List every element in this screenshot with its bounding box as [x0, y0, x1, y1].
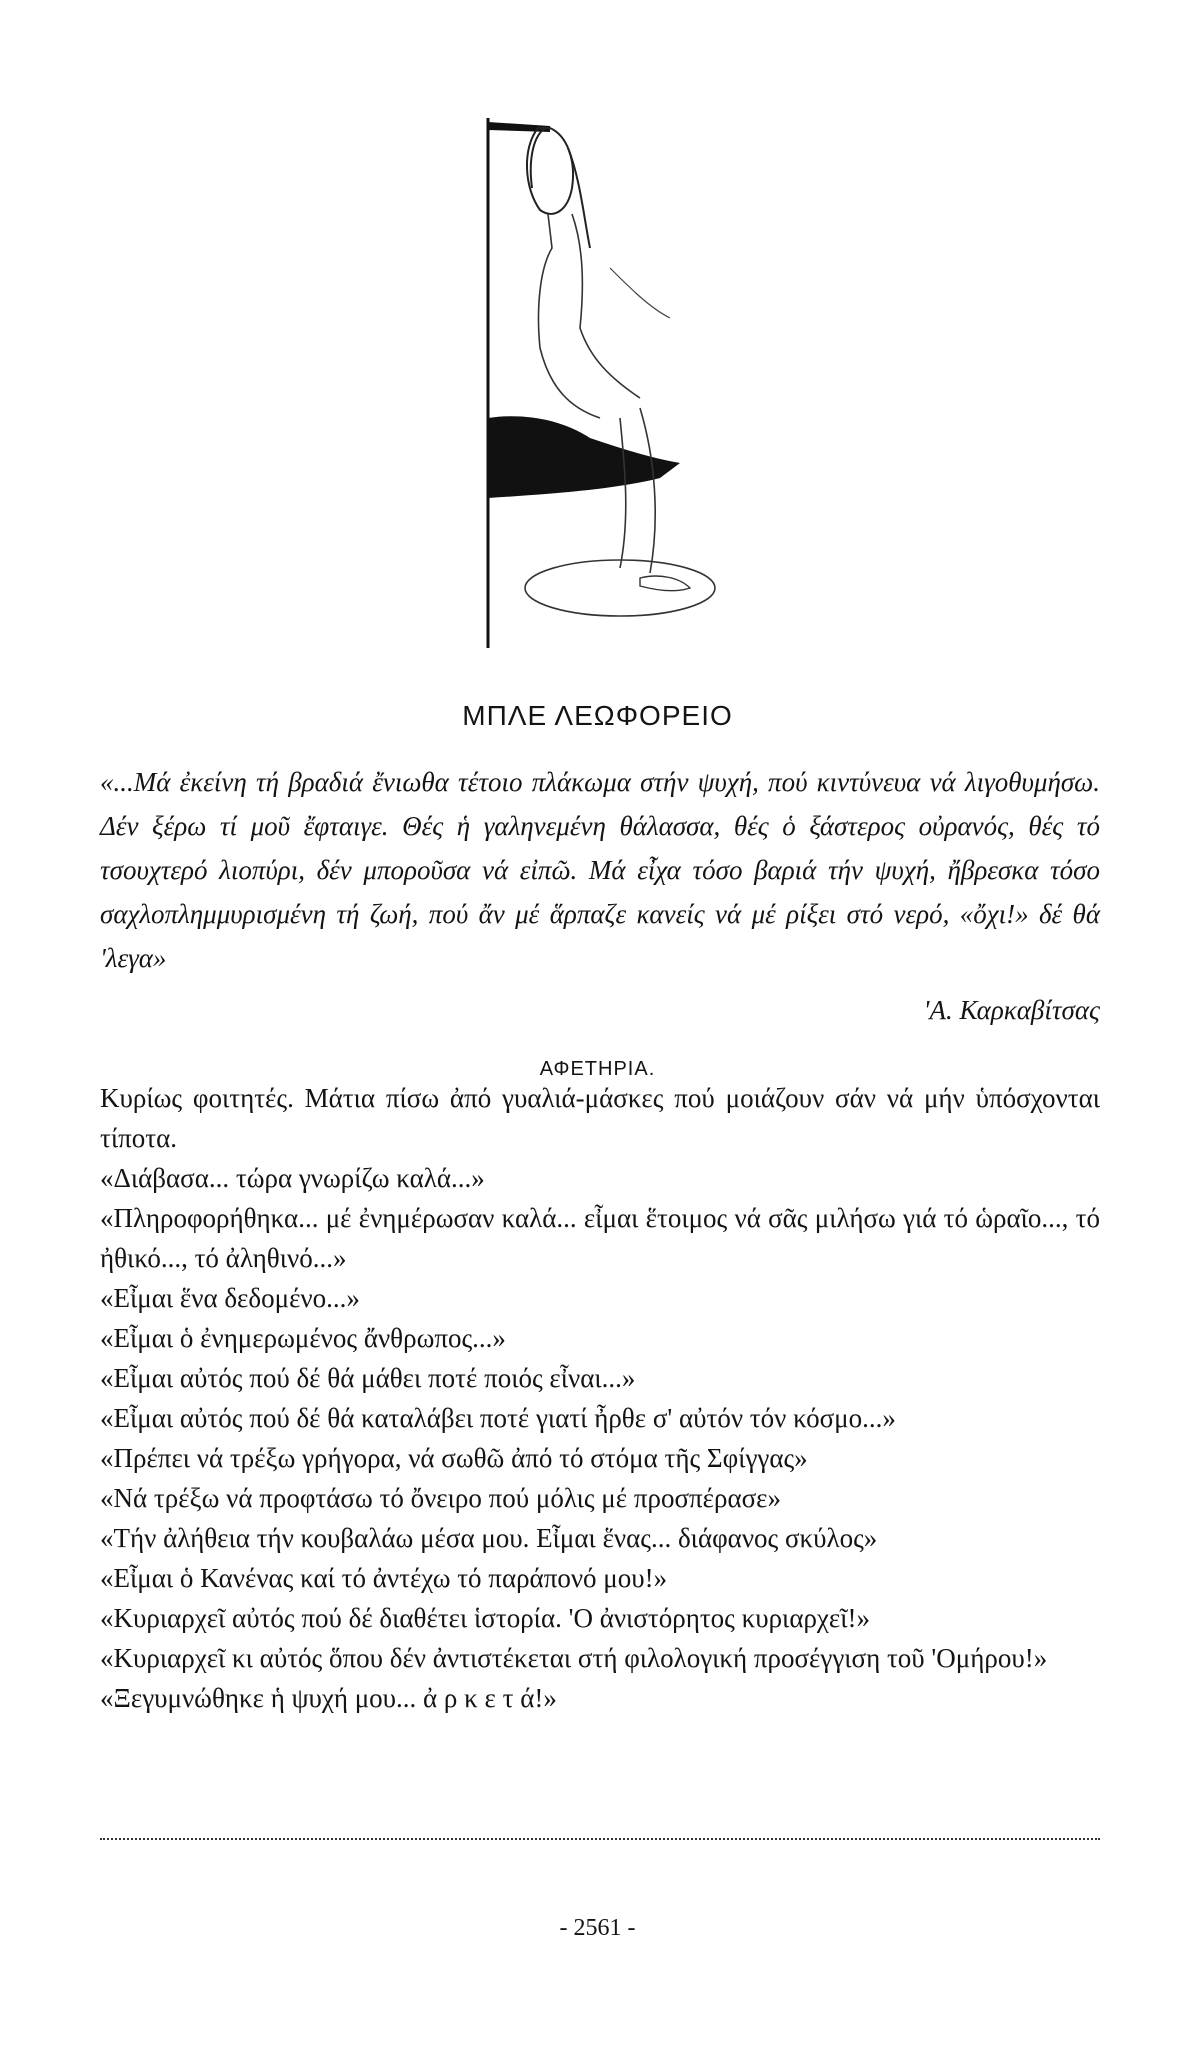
paragraph: «Τήν ἀλήθεια τήν κουβαλάω μέσα μου. Εἶμαι ἕνας... διάφανος σκύλος»: [100, 1523, 878, 1553]
paragraph: «Εἶμαι ὁ Κανένας καί τό ἀντέχω τό παράπονό μου!»: [100, 1563, 668, 1593]
epigraph-author: 'Α. Καρκαβίτσας: [923, 995, 1100, 1025]
page-number: - 2561 -: [559, 1915, 636, 1941]
dotted-divider: [100, 1838, 1100, 1840]
paragraph: «Ξεγυμνώθηκε ἡ ψυχή μου... ἀ ρ κ ε τ ά!»: [100, 1683, 557, 1713]
paragraph: «Εἶμαι ὁ ἐνημερωμένος ἄνθρωπος...»: [100, 1323, 506, 1353]
section-title: ΑΦΕΤΗΡΙΑ.: [539, 1058, 656, 1080]
paragraph: «Νά τρέξω νά προφτάσω τό ὄνειρο πού μόλις μέ προσπέρασε»: [100, 1483, 782, 1513]
paragraph: «Πληροφορήθηκα... μέ ἐνημέρωσαν καλά... εἶμαι ἕτοιμος νά σᾶς μιλήσω γιά τό ὡραῖο..., τό ἠθικό..., τό ἀληθινό...»: [100, 1203, 1100, 1273]
story-title: ΜΠΛΕ ΛΕΩΦΟΡΕΙΟ: [462, 700, 733, 731]
paragraph: «Κυριαρχεῖ κι αὐτός ὅπου δέν ἀντιστέκεται στή φιλολογική προσέγγιση τοῦ 'Ομήρου!»: [100, 1643, 1048, 1673]
paragraph: «Πρέπει νά τρέξω γρήγορα, νά σωθῶ ἀπό τό στόμα τῆς Σφίγγας»: [100, 1443, 808, 1473]
paragraph: Κυρίως φοιτητές. Μάτια πίσω ἀπό γυαλιά-μάσκες πού μοιάζουν σάν νά μήν ὑπόσχονται τίποτα.: [100, 1083, 1100, 1153]
paragraph: «Κυριαρχεῖ αὐτός πού δέ διαθέτει ἱστορία. 'Ο ἀνιστόρητος κυριαρχεῖ!»: [100, 1603, 871, 1633]
body-text: [100, 1078, 1100, 1718]
woman-sketch-illustration: [480, 118, 720, 658]
paragraph: «Εἶμαι αὐτός πού δέ θά καταλάβει ποτέ γιατί ἦρθε σ' αὐτόν τόν κόσμο...»: [100, 1403, 896, 1433]
paragraph: «Διάβασα... τώρα γνωρίζω καλά...»: [100, 1163, 485, 1193]
paragraph: «Εἶμαι αὐτός πού δέ θά μάθει ποτέ ποιός εἶναι...»: [100, 1363, 636, 1393]
epigraph-quote: «...Μά ἐκείνη τή βραδιά ἔνιωθα τέτοιο πλάκωμα στήν ψυχή, πού κιντύνευα νά λιγοθυμήσω. Δέν ξέρω τί μοῦ ἔφταιγε. Θές ἡ γαληνεμένη θάλασσα, θές ὁ ξάστερος οὐρανός, θές τό τσουχτερό λιοπύρι, δέν μποροῦσα νά εἰπῶ. Μά εἶχα τόσο βαριά τήν ψυχή, ἤβρεσκα τόσο σαχλοπλημμυρισμένη τή ζωή, πού ἄν μέ ἅρπαζε κανείς νά μέ ρίξει στό νερό, «ὄχι!» δέ θά 'λεγα»: [100, 767, 1100, 973]
paragraph: «Εἶμαι ἕνα δεδομένο...»: [100, 1283, 360, 1313]
